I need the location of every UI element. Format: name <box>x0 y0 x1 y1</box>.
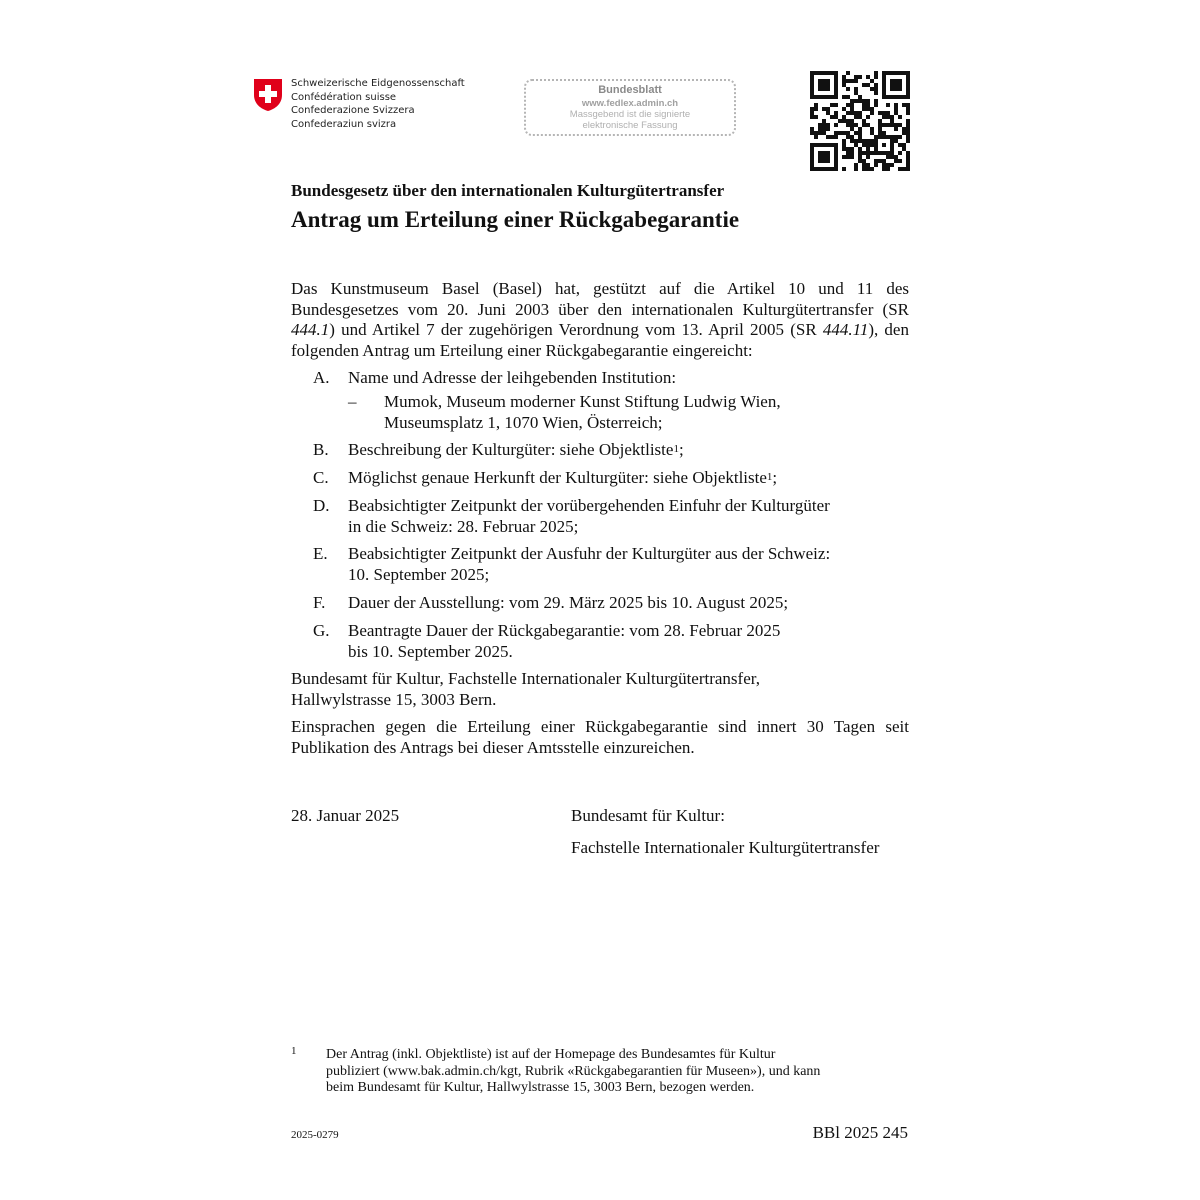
list-item-suffix: ; <box>678 440 684 459</box>
list-letter: C. <box>313 468 329 487</box>
intro-part-3: ), den folgenden Antrag um Erteilung einer Rückgabegarantie eingereicht: <box>291 320 909 360</box>
footnote-ref[interactable]: 1 <box>766 471 773 483</box>
footnote-line-1: Der Antrag (inkl. Objektliste) ist auf der Homepage des Bundesamtes für Kultur <box>326 1047 776 1062</box>
footnote-text <box>326 1047 916 1097</box>
list-item-text <box>348 593 788 614</box>
list-item-text <box>348 368 676 389</box>
list-letter: F. <box>313 593 326 612</box>
list-item-line: Beantragte Dauer der Rückgabegarantie: vom 28. Februar 2025 <box>348 621 781 640</box>
intro-part-1: Das Kunstmuseum Basel (Basel) hat, gestützt auf die Artikel 10 und 11 des Bundesgesetzes vom 20. Juni 2003 über den internationalen Kulturgütertransfer (SR <box>291 279 909 319</box>
objection-notice: Einsprachen gegen die Erteilung einer Rückgabegarantie sind innert 30 Tagen seit Publikation des Antrags bei dieser Amtsstelle einzureichen. <box>291 717 909 757</box>
stamp-note-line-1: Massgebend ist die signierte <box>569 109 691 120</box>
list-item-line: 10. September 2025; <box>348 564 490 584</box>
stamp-note-line-2: elektronische Fassung <box>582 120 678 131</box>
sub-item-dash: – <box>348 392 357 411</box>
list-letter: A. <box>313 368 330 387</box>
list-item-text <box>348 468 777 489</box>
list-item-line: Möglichst genaue Herkunft der Kulturgüter: siehe Objektliste <box>348 468 767 487</box>
confed-name-rm: Confederaziun svizra <box>291 118 397 130</box>
signature-office: Fachstelle Internationaler Kulturgütertransfer <box>571 838 880 857</box>
list-item-text <box>348 496 830 537</box>
confederation-names <box>291 77 465 131</box>
list-item-line: bis 10. September 2025. <box>348 641 513 661</box>
law-title: Bundesgesetz über den internationalen Kulturgütertransfer <box>291 181 725 200</box>
list-letter: B. <box>313 440 329 459</box>
office-line-1: Bundesamt für Kultur, Fachstelle Internationaler Kulturgütertransfer, <box>291 669 760 688</box>
sr-reference-2: 444.11 <box>822 320 869 339</box>
footnote-line-3: beim Bundesamt für Kultur, Hallwylstrasse 15, 3003 Bern, bezogen werden. <box>326 1080 755 1095</box>
list-letter: D. <box>313 496 330 515</box>
footnote-ref[interactable]: 1 <box>673 443 679 455</box>
list-item-text <box>348 544 830 585</box>
bbl-reference: BBl 2025 245 <box>812 1123 908 1142</box>
office-address <box>291 669 760 710</box>
confed-name-de: Schweizerische Eidgenossenschaft <box>291 78 465 89</box>
page-title: Antrag um Erteilung einer Rückgabegarantie <box>291 207 740 232</box>
list-item-line: Beabsichtigter Zeitpunkt der Ausfuhr der Kulturgüter aus der Schweiz: <box>348 544 831 563</box>
list-item-line: Name und Adresse der leihgebenden Institution: <box>348 368 677 387</box>
list-item-text <box>348 440 684 461</box>
stamp-title: Bundesblatt <box>598 84 662 96</box>
footnote-number: 1 <box>291 1045 297 1057</box>
sr-reference-1: 444.1 <box>291 320 330 339</box>
list-item-line: in die Schweiz: 28. Februar 2025; <box>348 516 579 536</box>
list-letter: G. <box>313 621 330 640</box>
lender-line-1: Mumok, Museum moderner Kunst Stiftung Ludwig Wien, <box>384 392 781 411</box>
office-line-2: Hallwylstrasse 15, 3003 Bern. <box>291 689 497 709</box>
list-item-text <box>348 621 780 662</box>
list-item-line: Dauer der Ausstellung: vom 29. März 2025 bis 10. August 2025; <box>348 593 789 612</box>
lender-institution <box>384 392 781 433</box>
lender-line-2: Museumsplatz 1, 1070 Wien, Österreich; <box>384 412 663 432</box>
footnote-line-2: publiziert (www.bak.admin.ch/kgt, Rubrik «Rückgabegarantien für Museen»), und kann <box>326 1063 821 1079</box>
qr-code-icon <box>810 71 910 171</box>
confed-name-it: Confederazione Svizzera <box>291 105 415 116</box>
swiss-cross-shield-icon <box>253 78 283 112</box>
bundesblatt-stamp <box>524 79 736 136</box>
list-item-suffix: ; <box>772 468 778 487</box>
signature-authority: Bundesamt für Kultur: <box>571 806 725 825</box>
document-number: 2025-0279 <box>291 1129 339 1141</box>
document-date: 28. Januar 2025 <box>291 806 400 825</box>
intro-paragraph <box>291 279 909 361</box>
list-letter: E. <box>313 544 328 563</box>
list-item-line: Beschreibung der Kulturgüter: siehe Objektliste <box>348 440 674 459</box>
list-item-line: Beabsichtigter Zeitpunkt der vorübergehenden Einfuhr der Kulturgüter <box>348 496 830 515</box>
confed-name-fr: Confédération suisse <box>291 91 397 103</box>
stamp-url: www.fedlex.admin.ch <box>581 98 679 109</box>
intro-part-2: ) und Artikel 7 der zugehörigen Verordnung vom 13. April 2005 (SR <box>329 320 823 339</box>
